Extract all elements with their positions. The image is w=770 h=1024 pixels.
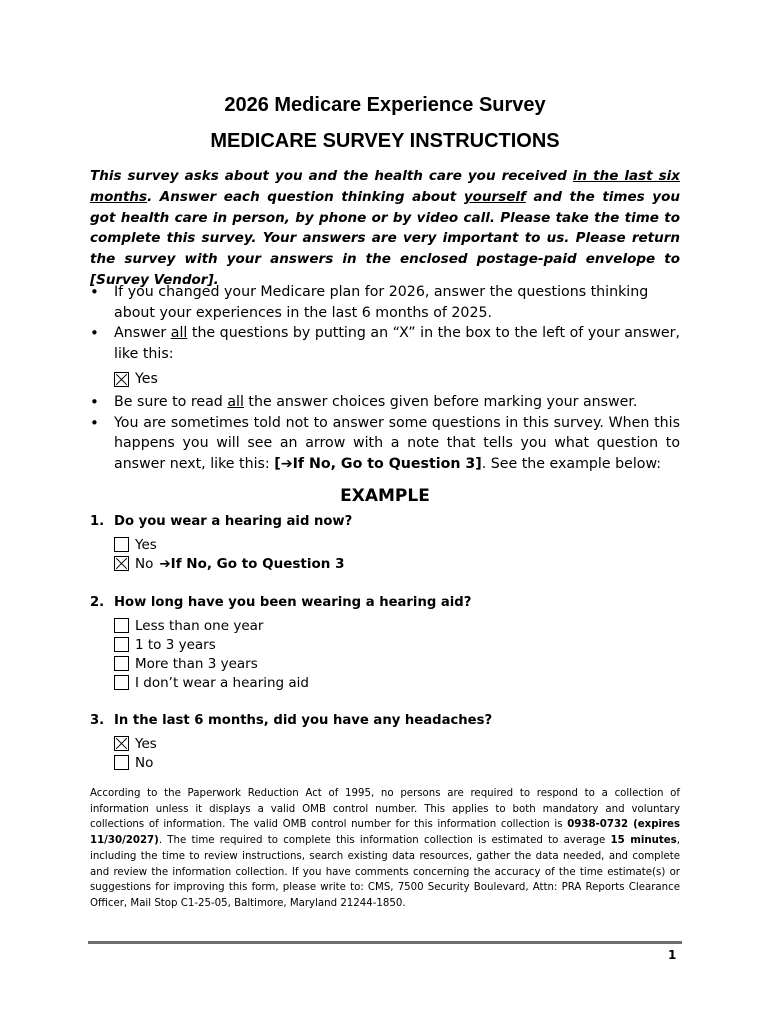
checkbox[interactable] (114, 537, 129, 552)
checkbox[interactable] (114, 637, 129, 652)
arrow-right-icon: ➔ (280, 455, 293, 472)
answer-option: 1 to 3 years (114, 635, 690, 654)
example-question-2: 2. How long have you been wearing a hearing aid? Less than one year 1 to 3 years More than 3 years I don’t wear a hearing aid (90, 595, 690, 692)
checkbox[interactable] (114, 656, 129, 671)
instruction-list (90, 282, 680, 474)
example-checked-box: Yes (114, 369, 680, 390)
example-question-1: 1. Do you wear a hearing aid now? Yes No ➔If No, Go to Question 3 (90, 514, 690, 573)
instructions-heading: MEDICARE SURVEY INSTRUCTIONS (210, 130, 560, 152)
instruction-item: • Answer all the questions by putting an “X” in the box to the left of your answer, like this: Yes (90, 323, 680, 390)
answer-option: Less than one year (114, 616, 690, 635)
answer-option: I don’t wear a hearing aid (114, 673, 690, 692)
intro-paragraph: This survey asks about you and the health care you received in the last six months. Answer each question thinking about yourself and the times you got health care in person, by phone or by video call. Please take the time to complete this survey. Your answers are very important to us. Please return the survey with your answers in the enclosed postage-paid envelope to [Survey Vendor]. (90, 168, 681, 288)
arrow-right-icon: ➔ (159, 555, 171, 572)
emphasis-six-months: in the last six months (90, 168, 681, 205)
checkbox-checked[interactable] (114, 556, 129, 571)
checked-box-icon (114, 372, 129, 387)
example-heading: EXAMPLE (340, 486, 430, 506)
page-title: 2026 Medicare Experience Survey (224, 94, 546, 116)
answer-option: Yes (114, 535, 690, 554)
checkbox[interactable] (114, 755, 129, 770)
omb-number: 0938-0732 (expires 11/30/2027) (90, 819, 681, 847)
checkbox[interactable] (114, 675, 129, 690)
paperwork-reduction-notice: According to the Paperwork Reduction Act of 1995, no persons are required to respond to a collection of information unless it displays a valid OMB control number. This applies to both mandatory and voluntary collections of information. The valid OMB control number for this information collection is 0938-0732 (expires 11/30/2027). The time required to complete this information collection is estimated to average 15 minutes, including the time to review instructions, search existing data resources, gather the data needed, and complete and review the information collection. If you have comments concerning the accuracy of the time estimate(s) or suggestions for improving this form, please write to: CMS, 7500 Security Boulevard, Attn: PRA Reports Clearance Officer, Mail Stop C1-25-05, Baltimore, Maryland 21244-1850. (90, 788, 681, 909)
instruction-item: • If you changed your Medicare plan for 2026, answer the questions thinking about your experiences in the last 6 months of 2025. (90, 282, 680, 323)
page-number: 1 (668, 948, 677, 962)
instruction-item: • Be sure to read all the answer choices given before marking your answer. (90, 392, 680, 413)
example-question-3: 3. In the last 6 months, did you have any headaches? Yes No (90, 713, 690, 772)
answer-option: No (114, 753, 690, 772)
answer-option: More than 3 years (114, 654, 690, 673)
footer-divider (88, 941, 682, 944)
time-estimate: 15 minutes (610, 835, 677, 847)
answer-option: Yes (114, 734, 690, 753)
instruction-item: • You are sometimes told not to answer some questions in this survey. When this happens you will see an arrow with a note that tells you what question to answer next, like this: [➔If No, Go to Question 3]. See the example below: (90, 413, 680, 475)
answer-option: No ➔If No, Go to Question 3 (114, 554, 690, 573)
checkbox[interactable] (114, 618, 129, 633)
emphasis-yourself: yourself (463, 188, 526, 205)
checkbox-checked[interactable] (114, 736, 129, 751)
